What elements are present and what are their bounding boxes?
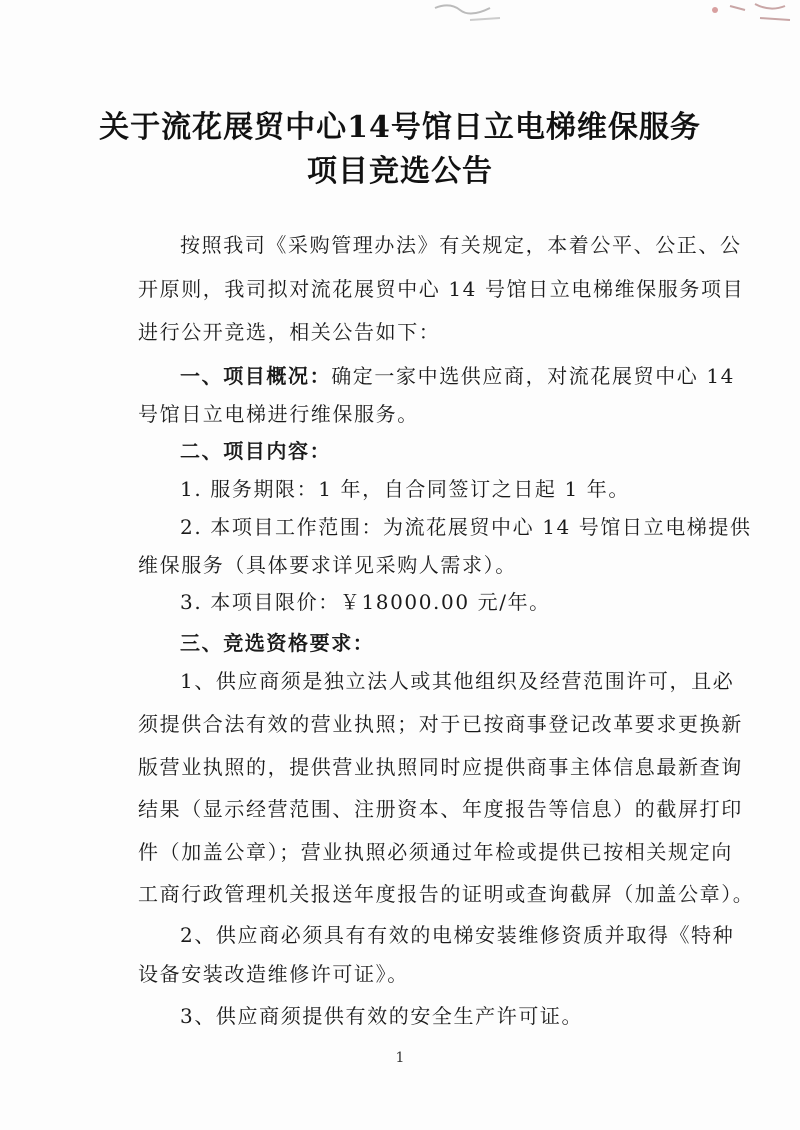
requirement-line: 件（加盖公章）；营业执照必须通过年检或提供已按相关规定向 (138, 840, 733, 864)
requirement-line: 设备安装改造维修许可证》。 (138, 962, 409, 986)
requirement-line: 3、供应商须提供有效的安全生产许可证。 (180, 1004, 584, 1028)
requirement-line: 须提供合法有效的营业执照；对于已按商事登记改革要求更换新 (138, 712, 743, 736)
requirement-line: 1、供应商须是独立法人或其他组织及经营范围许可，且必 (180, 669, 735, 693)
document-title-line2: 项目竞选公告 (307, 154, 493, 189)
list-item-continuation: 维保服务（具体要求详见采购人需求）。 (138, 553, 517, 577)
section-heading: 三、竞选资格要求： (180, 631, 375, 655)
document-title-line1: 关于流花展贸中心14号馆日立电梯维保服务 (99, 110, 701, 145)
section-text: 确定一家中选供应商，对流花展贸中心 14 (331, 364, 736, 388)
requirement-line: 版营业执照的，提供营业执照同时应提供商事主体信息最新查询 (138, 755, 743, 779)
list-item: 3. 本项目限价：￥18000.00 元/年。 (180, 590, 551, 614)
section-heading: 一、项目概况： (180, 364, 332, 388)
section-heading: 二、项目内容： (180, 439, 332, 463)
requirement-line: 工商行政管理机关报送年度报告的证明或查询截屏（加盖公章）。 (138, 882, 755, 906)
intro-line: 按照我司《采购管理办法》有关规定，本着公平、公正、公 (180, 233, 742, 257)
page-number: 1 (395, 1050, 405, 1066)
section-overview (180, 357, 735, 395)
list-item: 1. 服务期限：1 年，自合同签订之日起 1 年。 (180, 477, 630, 501)
scan-artifact (430, 0, 520, 30)
intro-line: 开原则，我司拟对流花展贸中心 14 号馆日立电梯维保服务项目 (138, 277, 745, 301)
section-text: 号馆日立电梯进行维保服务。 (138, 402, 419, 426)
requirement-line: 2、供应商必须具有有效的电梯安装维修资质并取得《特种 (180, 923, 735, 947)
intro-line: 进行公开竞选，相关公告如下： (138, 320, 441, 344)
requirement-line: 结果（显示经营范围、注册资本、年度报告等信息）的截屏打印 (138, 797, 743, 821)
list-item: 2. 本项目工作范围：为流花展贸中心 14 号馆日立电梯提供 (180, 515, 752, 539)
scan-artifact (700, 0, 800, 30)
